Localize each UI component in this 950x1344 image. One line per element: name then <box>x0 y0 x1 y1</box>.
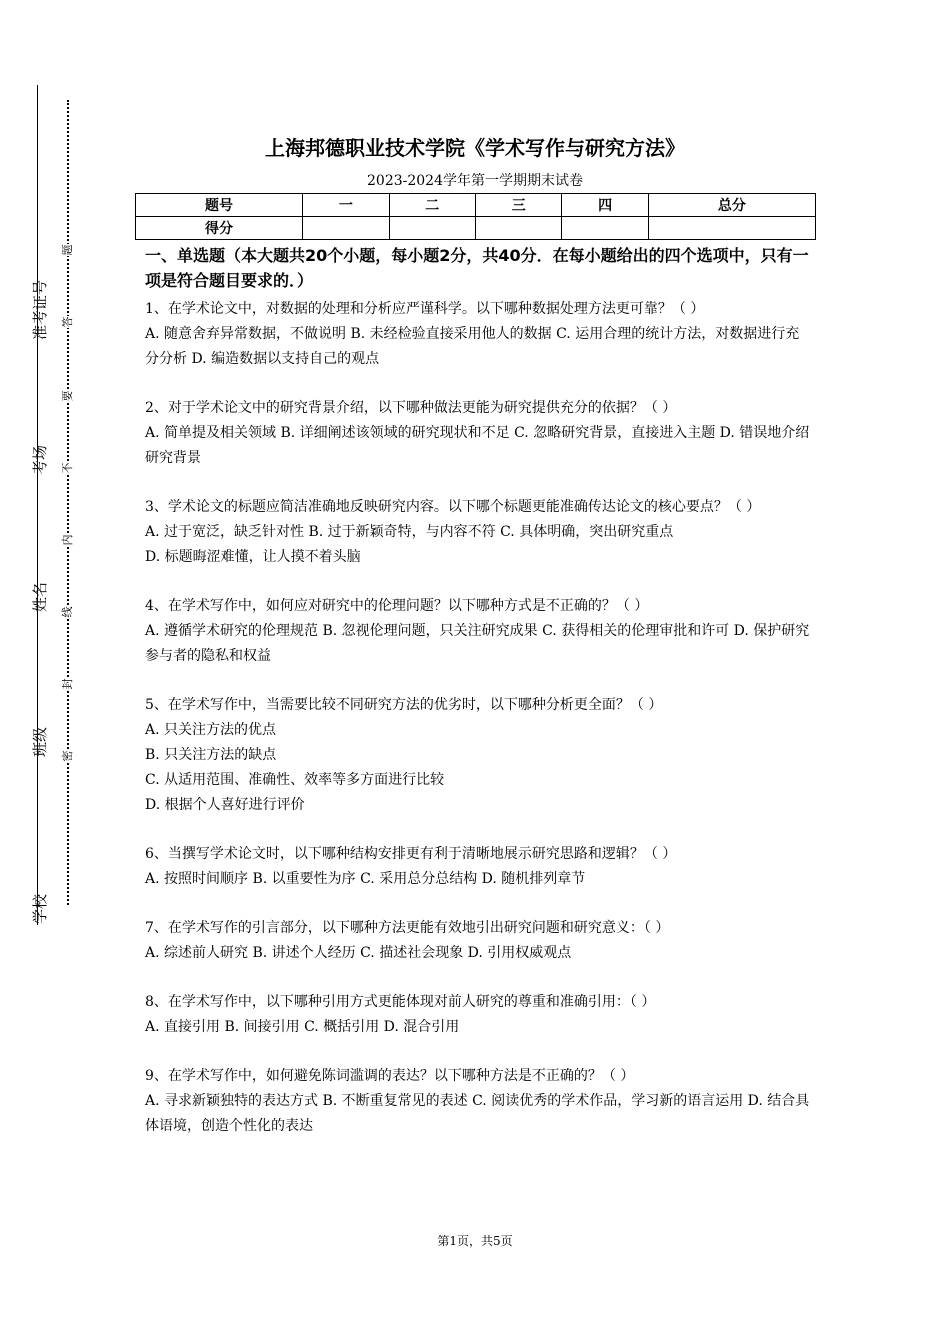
seal-dotted-line <box>67 100 69 905</box>
exam-content <box>145 243 810 1163</box>
school-label: 学校 <box>31 894 49 925</box>
score-cell[interactable] <box>389 217 475 240</box>
question-stem: 9、在学术写作中，如何避免陈词滥调的表达？以下哪种方法是不正确的？（ ） <box>145 1068 635 1084</box>
class-label: 班级 <box>31 727 49 758</box>
question-options: A. 过于宽泛，缺乏针对性 B. 过于新颖奇特，与内容不符 C. 具体明确，突出研究重点 <box>145 524 674 540</box>
seal-char: 线 <box>61 606 74 618</box>
score-header-cell: 四 <box>562 194 648 217</box>
question-options: A. 随意舍弃异常数据，不做说明 B. 未经检验直接采用他人的数据 C. 运用合理的统计方法，对数据进行充分分析 D. 编造数据以支持自己的观点 <box>145 326 800 367</box>
seal-char: 密 <box>61 750 74 762</box>
section-heading: 一、单选题（本大题共20个小题，每小题2分，共40分．在每小题给出的四个选项中，只有一项是符合题目要求的．） <box>145 246 809 290</box>
question <box>145 1064 810 1139</box>
seal-char: 内 <box>61 534 74 546</box>
seal-char: 不 <box>61 462 74 474</box>
question-stem: 7、在学术写作的引言部分，以下哪种方法更能有效地引出研究问题和研究意义：（ ） <box>145 920 670 936</box>
name-label: 姓名 <box>31 582 49 613</box>
score-header-cell: 总分 <box>648 194 815 217</box>
question <box>145 297 810 372</box>
question-options: A. 遵循学术研究的伦理规范 B. 忽视伦理问题，只关注研究成果 C. 获得相关的伦理审批和许可 D. 保护研究参与者的隐私和权益 <box>145 623 810 664</box>
question-stem: 2、对于学术论文中的研究背景介绍，以下哪种做法更能为研究提供充分的依据？（ ） <box>145 400 677 416</box>
question-stem: 4、在学术写作中，如何应对研究中的伦理问题？以下哪种方式是不正确的？（ ） <box>145 598 649 614</box>
exam-subtitle: 2023-2024学年第一学期期末试卷 <box>367 173 583 189</box>
score-row-label: 得分 <box>136 217 303 240</box>
seal-char: 封 <box>61 678 74 690</box>
score-table-score-row <box>136 217 816 240</box>
seal-char: 要 <box>61 390 74 402</box>
question <box>145 916 810 966</box>
question <box>145 842 810 892</box>
score-cell[interactable] <box>475 217 561 240</box>
question <box>145 396 810 471</box>
seal-char: 题 <box>61 244 74 256</box>
question-stem: 1、在学术论文中，对数据的处理和分析应严谨科学。以下哪种数据处理方法更可靠？（ ） <box>145 301 705 317</box>
question <box>145 693 810 818</box>
score-table <box>135 193 816 240</box>
question-option: A. 只关注方法的优点 <box>145 722 277 738</box>
score-cell[interactable] <box>648 217 815 240</box>
score-table-header-row <box>136 194 816 217</box>
score-header-cell: 一 <box>303 194 389 217</box>
binding-line <box>37 85 38 925</box>
score-cell[interactable] <box>303 217 389 240</box>
exam-title: 上海邦德职业技术学院《学术写作与研究方法》 <box>265 136 685 160</box>
question-options: A. 综述前人研究 B. 讲述个人经历 C. 描述社会现象 D. 引用权威观点 <box>145 945 572 961</box>
score-header-cell: 二 <box>389 194 475 217</box>
question <box>145 594 810 669</box>
score-header-cell: 三 <box>475 194 561 217</box>
question <box>145 990 810 1040</box>
exam-number-label: 准考证号 <box>31 279 49 340</box>
score-header-cell: 题号 <box>136 194 303 217</box>
question-options: A. 寻求新颖独特的表达方式 B. 不断重复常见的表述 C. 阅读优秀的学术作品，学习新的语言运用 D. 结合具体语境，创造个性化的表达 <box>145 1093 810 1134</box>
question-stem: 5、在学术写作中，当需要比较不同研究方法的优劣时，以下哪种分析更全面？（ ） <box>145 697 663 713</box>
question-stem: 6、当撰写学术论文时，以下哪种结构安排更有利于清晰地展示研究思路和逻辑？（ ） <box>145 846 677 862</box>
question-options: A. 直接引用 B. 间接引用 C. 概括引用 D. 混合引用 <box>145 1019 460 1035</box>
score-cell[interactable] <box>562 217 648 240</box>
question <box>145 495 810 570</box>
exam-room-label: 考场 <box>31 445 49 476</box>
question-stem: 8、在学术写作中，以下哪种引用方式更能体现对前人研究的尊重和准确引用：（ ） <box>145 994 656 1010</box>
question-option: C. 从适用范围、准确性、效率等多方面进行比较 <box>145 772 445 788</box>
question-options: A. 按照时间顺序 B. 以重要性为序 C. 采用总分总结构 D. 随机排列章节 <box>145 871 586 887</box>
question-option: D. 根据个人喜好进行评价 <box>145 797 305 813</box>
page-number: 第1页，共5页 <box>437 1234 513 1248</box>
question-stem: 3、学术论文的标题应简洁准确地反映研究内容。以下哪个标题更能准确传达论文的核心要点？（ ） <box>145 499 761 515</box>
question-options: D. 标题晦涩难懂，让人摸不着头脑 <box>145 549 361 565</box>
question-option: B. 只关注方法的缺点 <box>145 747 277 763</box>
question-options: A. 简单提及相关领域 B. 详细阐述该领域的研究现状和不足 C. 忽略研究背景，直接进入主题 D. 错误地介绍研究背景 <box>145 425 810 466</box>
seal-char: 答 <box>61 316 74 328</box>
